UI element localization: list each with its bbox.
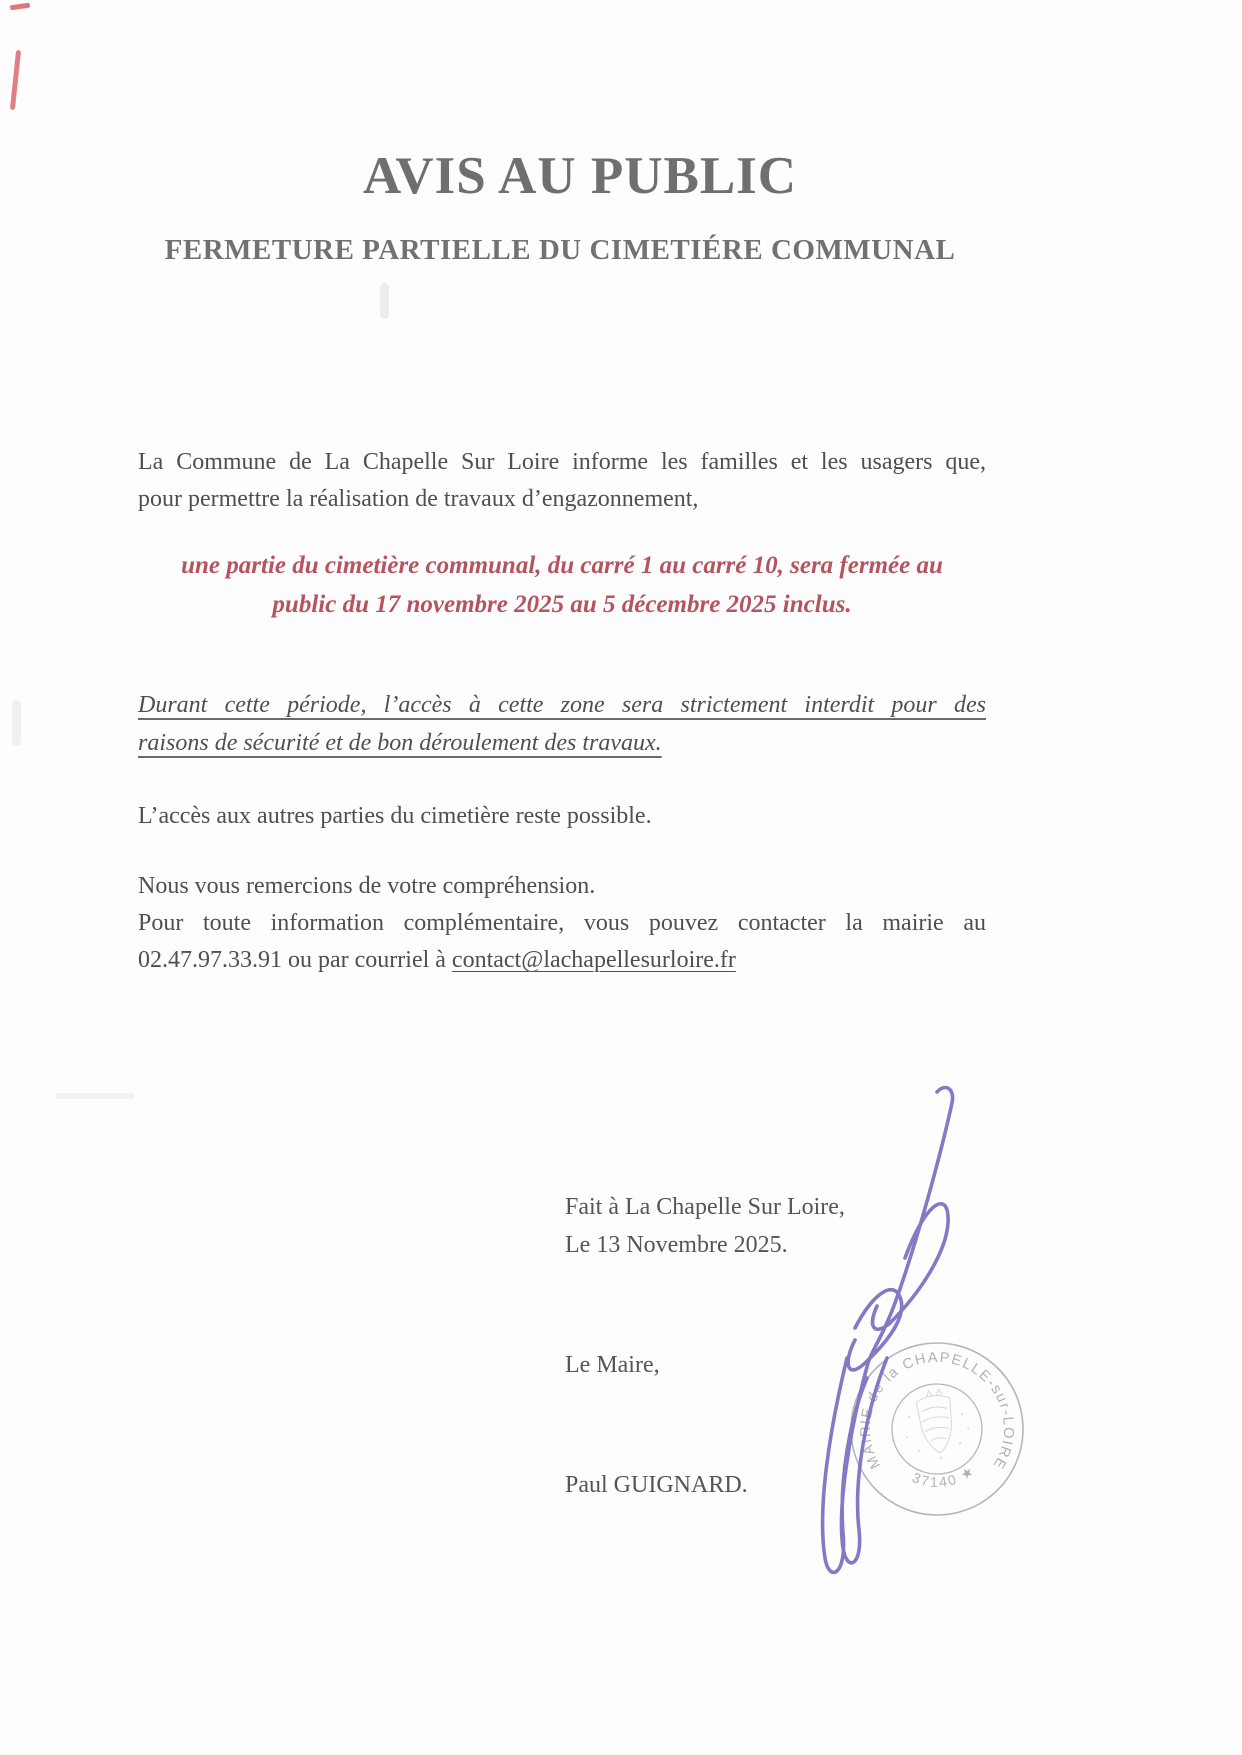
- intro-line: pour permettre la réalisation de travaux d’engazonnement,: [138, 486, 699, 512]
- signature-ink: [755, 1078, 1015, 1598]
- signatory-name: Paul GUIGNARD.: [565, 1472, 748, 1498]
- contact-line: Pour toute information complémentaire, vous pouvez contacter la mairie au: [138, 910, 986, 936]
- phone-text: 02.47.97.33.91 ou par courriel à: [138, 947, 452, 973]
- stamp-ring-text: MAIRIE de la CHAPELLE-sur-LOIRE: [857, 1349, 1017, 1473]
- restriction-line: raisons de sécurité et de bon déroulement des travaux.: [138, 730, 662, 756]
- restriction-line: Durant cette période, l’accès à cette zone sera strictement interdit pour des: [138, 692, 986, 718]
- closing-place: Fait à La Chapelle Sur Loire,: [565, 1194, 845, 1220]
- intro-paragraph: [138, 444, 986, 518]
- thanks-line: Nous vous remercions de votre compréhension.: [138, 873, 596, 899]
- closure-highlight: [138, 546, 986, 624]
- stamp-postal-text: 37140 ★: [910, 1461, 979, 1491]
- page-subtitle: FERMETURE PARTIELLE DU CIMETIÉRE COMMUNAL: [164, 234, 956, 266]
- red-pen-mark: [10, 3, 31, 11]
- scan-artifact: [12, 700, 21, 746]
- contact-line: [138, 942, 986, 979]
- scan-artifact: [380, 283, 389, 319]
- email-link[interactable]: contact@lachapellesurloire.fr: [451, 947, 736, 973]
- closure-highlight-line: public du 17 novembre 2025 au 5 décembre 2025 inclus.: [272, 591, 852, 618]
- red-pen-mark: [10, 50, 21, 110]
- contact-paragraph: [138, 868, 986, 979]
- closure-highlight-line: une partie du cimetière communal, du carré 1 au carré 10, sera fermée au: [181, 552, 943, 579]
- intro-line: La Commune de La Chapelle Sur Loire informe les familles et les usagers que,: [138, 449, 986, 475]
- closing-date: Le 13 Novembre 2025.: [565, 1232, 788, 1258]
- access-note: L’accès aux autres parties du cimetière reste possible.: [138, 803, 652, 829]
- scan-artifact: [55, 1093, 135, 1099]
- restriction-paragraph: [138, 686, 986, 762]
- page-title: AVIS AU PUBLIC: [362, 147, 798, 205]
- signatory-role: Le Maire,: [565, 1352, 660, 1378]
